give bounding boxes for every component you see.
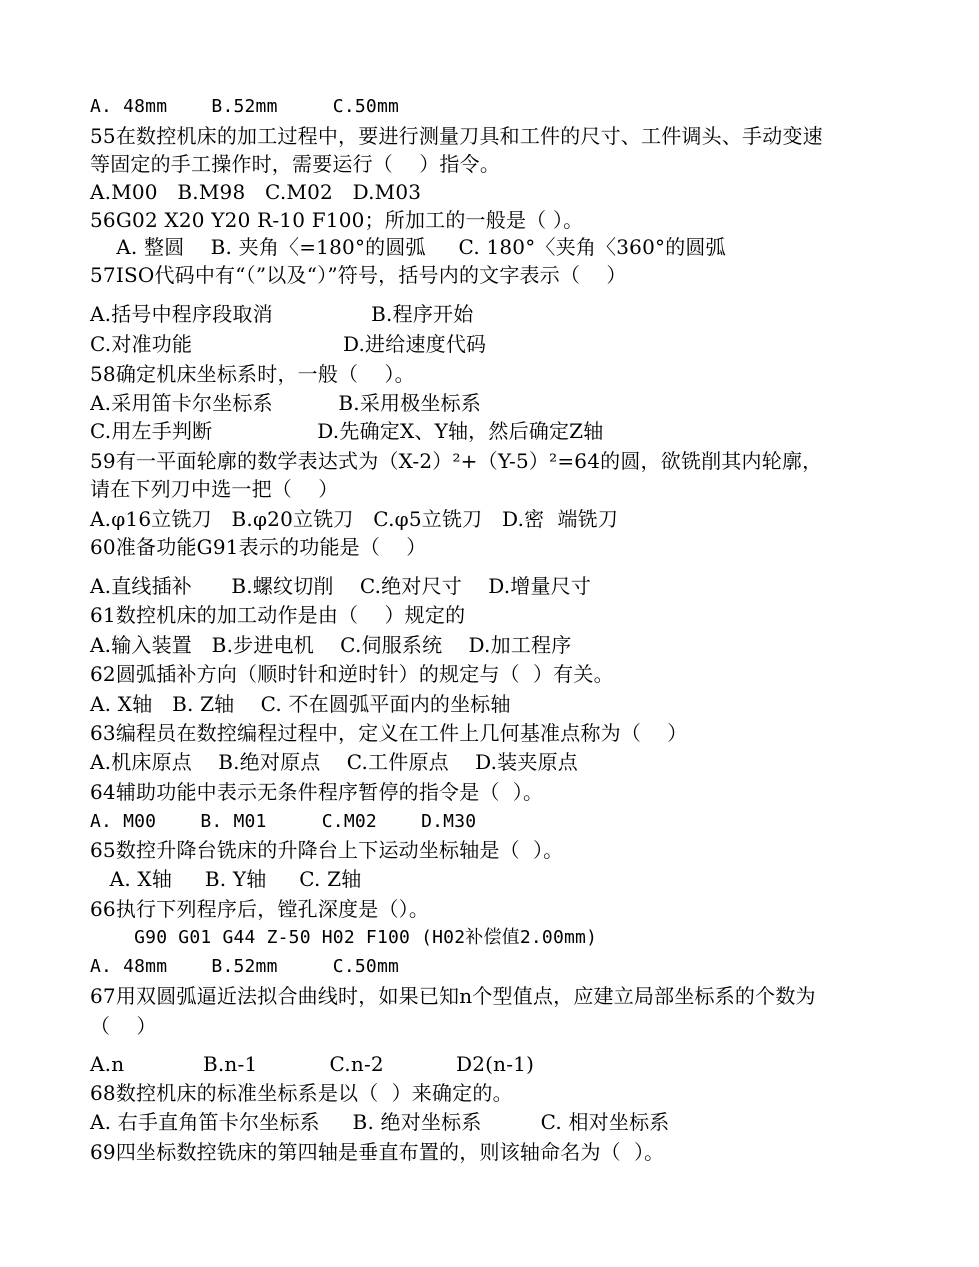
line-17: A.直线插补 B.螺纹切削 C.绝对尺寸 D.增量尺寸 [90,574,592,598]
line-34: 68数控机床的标准坐标系是以（ ）来确定的。 [90,1081,513,1105]
line-3: 等固定的手工操作时，需要运行（ ）指令。 [90,152,501,176]
line-26: 65数控升降台铣床的升降台上下运动坐标轴是（ ）。 [90,838,564,862]
line-22: 63编程员在数控编程过程中，定义在工件上几何基准点称为（ ） [90,721,688,745]
line-9: C.对准功能 D.进给速度代码 [90,332,487,356]
line-5: 56G02 X20 Y20 R-10 F100；所加工的一般是（ ）。 [90,208,584,232]
line-6: A. 整圆 B. 夹角〈=180°的圆弧 C. 180°〈夹角〈360°的圆弧 [90,235,726,259]
line-10: 58确定机床坐标系时，一般（ ）。 [90,362,415,386]
line-30: A. 48mm B.52mm C.50mm [90,956,400,977]
line-20: 62圆弧插补方向（顺时针和逆时针）的规定与（ ）有关。 [90,662,614,686]
line-25: A. M00 B. M01 C.M02 D.M30 [90,811,477,832]
line-13: 59有一平面轮廓的数学表达式为（X-2）²+（Y-5）²=64的圆，欲铣削其内轮廓， [90,449,823,473]
line-35: A. 右手直角笛卡尔坐标系 B. 绝对坐标系 C. 相对坐标系 [90,1110,670,1134]
line-27: A. X轴 B. Y轴 C. Z轴 [90,867,362,891]
line-2: 55在数控机床的加工过程中，要进行测量刀具和工件的尺寸、工件调头、手动变速 [90,124,823,148]
line-16: 60准备功能G91表示的功能是（ ） [90,535,427,559]
line-28: 66执行下列程序后，镗孔深度是（）。 [90,897,430,921]
line-18: 61数控机床的加工动作是由（ ）规定的 [90,603,466,627]
line-7: 57ISO代码中有“（”以及“）”符号，括号内的文字表示（ ） [90,263,627,287]
line-33: A.n B.n-1 C.n-2 D2(n-1) [90,1052,535,1076]
line-4: A.M00 B.M98 C.M02 D.M03 [90,180,422,204]
line-8: A.括号中程序段取消 B.程序开始 [90,302,474,326]
line-15: A.φ16立铣刀 B.φ20立铣刀 C.φ5立铣刀 D.密 端铣刀 [90,507,619,531]
line-24: 64辅助功能中表示无条件程序暂停的指令是（ ）。 [90,780,544,804]
line-23: A.机床原点 B.绝对原点 C.工件原点 D.装夹原点 [90,750,578,774]
line-19: A.输入装置 B.步进电机 C.伺服系统 D.加工程序 [90,633,572,657]
line-32: （ ） [90,1014,157,1038]
line-14: 请在下列刀中选一把（ ） [90,477,339,501]
line-31: 67用双圆弧逼近法拟合曲线时，如果已知n个型值点，应建立局部坐标系的个数为 [90,984,816,1008]
line-36: 69四坐标数控铣床的第四轴是垂直布置的，则该轴命名为（ ）。 [90,1140,665,1164]
line-12: C.用左手判断 D.先确定X、Y轴，然后确定Z轴 [90,419,604,443]
line-21: A. X轴 B. Z轴 C. 不在圆弧平面内的坐标轴 [90,692,511,716]
line-29: G90 G01 G44 Z-50 H02 F100 (H02补偿值2.00mm) [90,927,598,948]
line-11: A.采用笛卡尔坐标系 B.采用极坐标系 [90,391,482,415]
line-1: A. 48mm B.52mm C.50mm [90,96,400,117]
